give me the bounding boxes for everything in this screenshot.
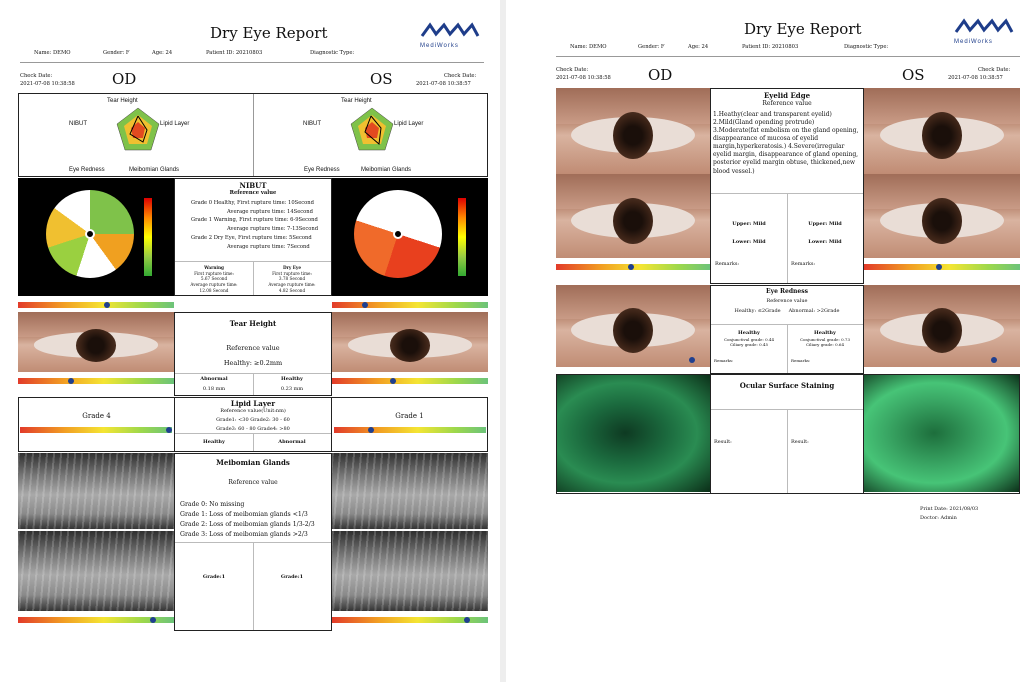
od-lipid-grade: Grade 4 bbox=[82, 412, 111, 420]
meibomian-ref: Reference value bbox=[228, 479, 278, 487]
od-nibut-scale bbox=[18, 302, 174, 308]
os-label: OS bbox=[370, 70, 393, 88]
lipid-range-2: Grade3: 60 - 80 Grade4: >80 bbox=[216, 425, 290, 432]
od-meibomian-lower-photo bbox=[18, 531, 174, 611]
os-meibomian-grade: Grade:1 bbox=[280, 574, 304, 580]
od-eyelid-remarks: Remarks: bbox=[715, 261, 740, 267]
od-eyelid-scale bbox=[556, 264, 710, 270]
od-meibomian-grade: Grade:1 bbox=[202, 574, 226, 580]
od-meibomian-scale bbox=[18, 617, 174, 623]
od-lipid-box bbox=[18, 397, 174, 452]
os-redness-status: Healthy bbox=[814, 330, 836, 336]
os-eyelid-upper-photo bbox=[864, 88, 1020, 174]
od-check-date: 2021-07-08 10:38:58 bbox=[20, 81, 75, 87]
patient-id-2: Patient ID: 20210803 bbox=[742, 44, 799, 50]
tear-height-heading: Tear Height bbox=[229, 319, 277, 328]
diagnostic-type: Diagnostic Type: bbox=[310, 50, 355, 56]
od-tear-height-value: 0.18 mm bbox=[202, 385, 226, 392]
os-nibut-result bbox=[253, 265, 331, 293]
radar-section bbox=[18, 93, 488, 177]
od-redness-conj: Conjunctival grade: 0.44 bbox=[723, 336, 775, 342]
redness-heading: Eye Redness bbox=[766, 288, 808, 295]
os-nibut-status: Dry Eye bbox=[282, 265, 302, 270]
eyelid-col-divider bbox=[787, 193, 788, 283]
lipid-range-1: Grade1: <30 Grade2: 30 - 60 bbox=[216, 416, 290, 423]
os-check-date: 2021-07-08 10:38:57 bbox=[416, 81, 471, 87]
os-lipid-status: Abnormal bbox=[278, 439, 306, 445]
od-radar-tear-height: Tear Height bbox=[107, 98, 138, 104]
eyelid-grades: 1.Heathy(clear and transparent eyelid) 2.Mild(Gland opending protrude) 3.Moderate(fat embolism on the gland opening, disappearance of mucosa of eyelid margin,hyperkeratosis.) 4.Severe(irregular eyelid margin, disappearance of gland opening, posterior eyelid margin obtuse, thickened,new blood vessel.) bbox=[713, 110, 859, 175]
nibut-grade0-avg: Average rupture time: 14Second bbox=[227, 208, 313, 215]
od-nibut-map bbox=[18, 178, 174, 296]
od-lipid-marker bbox=[166, 427, 172, 433]
staining-col-divider bbox=[787, 409, 788, 493]
meibomian-col-divider bbox=[253, 542, 254, 630]
os-redness-cil: Ciliary grade: 0.64 bbox=[805, 342, 845, 348]
os-check-date-label: Check Date: bbox=[444, 73, 477, 79]
meibomian-grade-0: Grade 0: No missing bbox=[180, 500, 245, 508]
od-staining-photo bbox=[556, 374, 710, 492]
lipid-info bbox=[174, 397, 332, 452]
radar-divider bbox=[253, 94, 254, 176]
meibomian-info bbox=[174, 453, 332, 631]
od-lipid-status: Healthy bbox=[203, 439, 225, 445]
eyelid-info bbox=[710, 88, 864, 284]
nibut-grade2-first: Grade 2 Dry Eye, First rupture time: 5Second bbox=[191, 234, 312, 241]
od-label: OD bbox=[112, 70, 137, 88]
os-radar-lipid: Lipid Layer bbox=[394, 121, 424, 127]
os-redness-result bbox=[787, 330, 863, 348]
patient-age-2: Age: 24 bbox=[688, 44, 709, 50]
patient-name: Name: DEMO bbox=[34, 50, 71, 56]
os-tear-height-photo bbox=[332, 312, 488, 372]
od-eyelid-lower-photo bbox=[556, 174, 710, 258]
redness-info bbox=[710, 285, 864, 374]
nibut-grade1-first: Grade 1 Warning, First rupture time: 6-9Second bbox=[191, 217, 318, 224]
od-nibut-avg-label: Average rupture time: bbox=[190, 282, 238, 288]
mediworks-logo-2 bbox=[954, 18, 1014, 45]
os-eyelid-lower-photo bbox=[864, 174, 1020, 258]
os-eyelid-upper: Upper: Mild bbox=[808, 221, 842, 227]
nibut-grade2-avg: Average rupture time: 7Second bbox=[227, 243, 310, 250]
meibomian-grade-1: Grade 1: Loss of meibomian glands <1/3 bbox=[180, 510, 308, 518]
os-eyelid-scale bbox=[864, 264, 1020, 270]
staining-heading: Ocular Surface Staining bbox=[739, 381, 835, 390]
os-staining-photo bbox=[864, 374, 1020, 492]
od-check-date-2: 2021-07-08 10:38:58 bbox=[556, 75, 611, 81]
od-meibomian-upper-photo bbox=[18, 453, 174, 529]
os-radar-chart bbox=[347, 104, 397, 164]
patient-name-2: Name: DEMO bbox=[570, 44, 607, 50]
od-redness-photo bbox=[556, 285, 710, 367]
os-radar-tear-height: Tear Height bbox=[341, 98, 372, 104]
os-eyelid-marker bbox=[936, 264, 942, 270]
mediworks-logo-icon bbox=[420, 22, 480, 40]
os-tear-height-scale bbox=[332, 378, 488, 384]
staining-info bbox=[710, 374, 864, 494]
redness-ref: Reference value bbox=[766, 297, 808, 304]
os-meibomian-upper-photo bbox=[332, 453, 488, 529]
os-label-2: OS bbox=[902, 66, 925, 84]
nibut-grade0-first: Grade 0 Healthy, First rupture time: 10Second bbox=[191, 199, 314, 206]
od-radar-chart bbox=[113, 104, 163, 164]
os-tear-height-result bbox=[253, 376, 331, 393]
os-radar-redness: Eye Redness bbox=[304, 167, 340, 173]
od-redness-cil: Ciliary grade: 0.45 bbox=[729, 342, 769, 348]
od-radar-redness: Eye Redness bbox=[69, 167, 105, 173]
os-redness-marker bbox=[991, 357, 997, 363]
od-nibut-result bbox=[175, 265, 253, 293]
patient-gender: Gender: F bbox=[103, 50, 130, 56]
od-eyelid-marker bbox=[628, 264, 634, 270]
logo-text-2: MediWorks bbox=[954, 39, 993, 45]
os-redness-photo bbox=[864, 285, 1020, 367]
od-nibut-center bbox=[85, 229, 95, 239]
os-meibomian-scale bbox=[332, 617, 488, 623]
os-nibut-avg-label: Average rupture time: bbox=[268, 282, 316, 288]
os-nibut-first: 3.78 Second bbox=[278, 276, 306, 282]
tear-height-info bbox=[174, 312, 332, 396]
nibut-grade1-avg: Average rupture time: 7-13Second bbox=[227, 226, 319, 233]
meibomian-grade-3: Grade 3: Loss of meibomian glands >2/3 bbox=[180, 531, 308, 539]
print-date: Print Date: 2021/08/03 bbox=[920, 506, 979, 512]
nibut-heading: NIBUT bbox=[239, 181, 267, 190]
os-lipid-marker bbox=[368, 427, 374, 433]
report-page-1 bbox=[0, 0, 500, 682]
os-nibut-center bbox=[393, 229, 403, 239]
od-redness-status: Healthy bbox=[738, 330, 760, 336]
meibomian-heading: Meibomian Glands bbox=[216, 458, 290, 467]
od-eyelid-upper: Upper: Mild bbox=[732, 221, 766, 227]
od-check-date-label-2: Check Date: bbox=[556, 67, 589, 73]
tear-height-healthy: Healthy: ≥0.2mm bbox=[223, 358, 283, 367]
od-tear-height-status: Abnormal bbox=[200, 376, 228, 382]
patient-id: Patient ID: 20210803 bbox=[206, 50, 263, 56]
od-redness-remarks: Remarks: bbox=[714, 358, 734, 363]
od-eyelid-lower: Lower: Mild bbox=[732, 239, 766, 245]
od-label-2: OD bbox=[648, 66, 673, 84]
od-nibut-status: Warning bbox=[204, 265, 224, 270]
od-radar-nibut: NIBUT bbox=[69, 121, 87, 127]
os-nibut-first-label: First rupture time: bbox=[272, 270, 312, 276]
os-meibomian-marker bbox=[464, 617, 470, 623]
os-nibut-scale bbox=[332, 302, 488, 308]
mediworks-logo-icon-2 bbox=[954, 18, 1014, 36]
patient-age: Age: 24 bbox=[152, 50, 173, 56]
od-check-date-label: Check Date: bbox=[20, 73, 53, 79]
doctor: Doctor: Admin bbox=[920, 515, 957, 521]
od-nibut-legend-bar bbox=[144, 198, 152, 276]
patient-gender-2: Gender: F bbox=[638, 44, 665, 50]
os-meibomian-lower-photo bbox=[332, 531, 488, 611]
od-tear-height-result bbox=[175, 376, 253, 393]
od-nibut-avg: 12.08 Second bbox=[199, 287, 229, 293]
header-divider-2 bbox=[556, 56, 1020, 57]
logo-text: MediWorks bbox=[420, 43, 459, 49]
od-tear-height-photo bbox=[18, 312, 174, 372]
os-check-date-label-2: Check Date: bbox=[978, 67, 1011, 73]
od-redness-result bbox=[711, 330, 787, 348]
os-nibut-avg: 4.82 Second bbox=[278, 287, 306, 293]
od-redness-marker bbox=[689, 357, 695, 363]
os-redness-conj: Conjunctival grade: 0.73 bbox=[799, 336, 851, 342]
od-tear-height-scale bbox=[18, 378, 174, 384]
os-lipid-box bbox=[332, 397, 488, 452]
report-title: Dry Eye Report bbox=[210, 24, 328, 42]
report-page-2 bbox=[506, 0, 1024, 682]
os-tear-height-marker bbox=[390, 378, 396, 384]
os-nibut-marker bbox=[362, 302, 368, 308]
os-tear-height-status: Healthy bbox=[281, 376, 303, 382]
tear-height-ref: Reference value bbox=[226, 344, 280, 353]
header-divider bbox=[20, 62, 484, 63]
od-radar-lipid: Lipid Layer bbox=[160, 121, 190, 127]
od-eyelid-upper-photo bbox=[556, 88, 710, 174]
os-radar-nibut: NIBUT bbox=[303, 121, 321, 127]
redness-ranges: Healthy: ≤2Grade Abnormal: >2Grade bbox=[734, 307, 840, 314]
eyelid-heading: Eyelid Edge bbox=[763, 91, 811, 100]
od-meibomian-marker bbox=[150, 617, 156, 623]
lipid-heading: Lipid Layer bbox=[230, 399, 276, 408]
od-nibut-first: 5.67 Second bbox=[200, 276, 228, 282]
od-staining-result: Result: bbox=[714, 439, 732, 445]
od-nibut-marker bbox=[104, 302, 110, 308]
os-eyelid-remarks: Remarks: bbox=[791, 261, 816, 267]
nibut-info bbox=[174, 178, 332, 296]
os-check-date-2: 2021-07-08 10:38:57 bbox=[948, 75, 1003, 81]
mediworks-logo bbox=[420, 22, 480, 49]
report-title-2: Dry Eye Report bbox=[744, 20, 862, 38]
diagnostic-type-2: Diagnostic Type: bbox=[844, 44, 889, 50]
meibomian-grade-2: Grade 2: Loss of meibomian glands 1/3-2/3 bbox=[180, 521, 315, 529]
os-lipid-grade: Grade 1 bbox=[395, 412, 424, 420]
od-radar-meibomian: Meibomian Glands bbox=[129, 167, 180, 173]
eyelid-ref: Reference value bbox=[762, 100, 812, 108]
od-lipid-scale bbox=[20, 427, 172, 433]
os-nibut-legend-bar bbox=[458, 198, 466, 276]
od-tear-height-marker bbox=[68, 378, 74, 384]
os-eyelid-lower: Lower: Mild bbox=[808, 239, 842, 245]
os-nibut-map bbox=[332, 178, 488, 296]
od-nibut-first-label: First rupture time: bbox=[194, 270, 234, 276]
os-lipid-scale bbox=[334, 427, 486, 433]
os-tear-height-value: 0.23 mm bbox=[280, 385, 304, 392]
lipid-ref: Reference value(Unit:nm) bbox=[220, 408, 286, 415]
os-redness-remarks: Remarks: bbox=[791, 358, 811, 363]
os-radar-meibomian: Meibomian Glands bbox=[361, 167, 412, 173]
nibut-ref: Reference value bbox=[229, 190, 277, 197]
os-staining-result: Result: bbox=[791, 439, 809, 445]
